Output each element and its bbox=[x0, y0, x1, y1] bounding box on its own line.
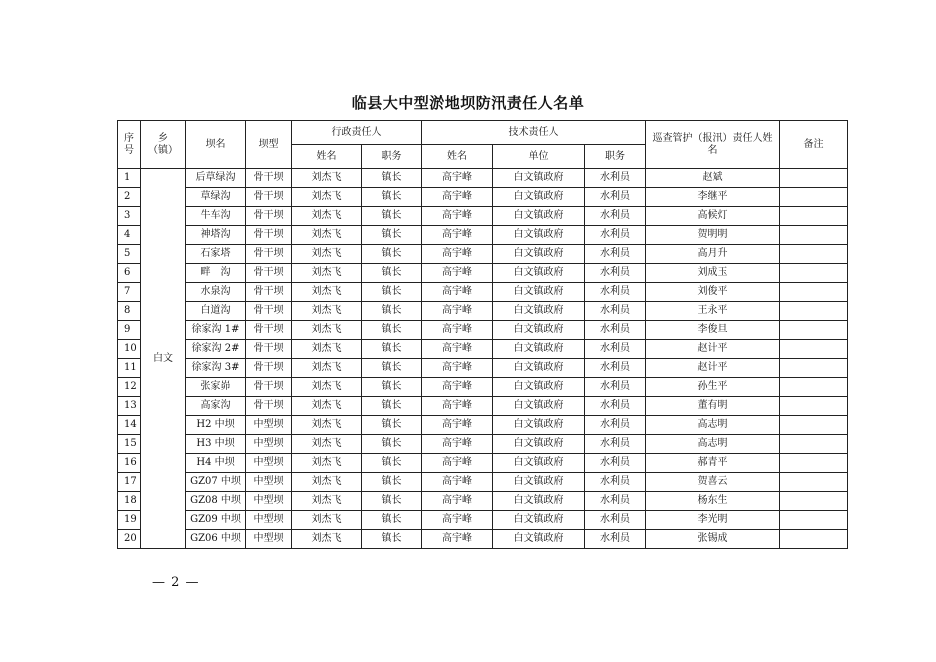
patrol-name-cell: 高志明 bbox=[646, 416, 780, 435]
dam-name-cell: H3 中坝 bbox=[186, 435, 246, 454]
patrol-name-cell: 贺喜云 bbox=[646, 473, 780, 492]
remark-cell bbox=[780, 492, 848, 511]
admin-post-cell: 镇长 bbox=[362, 378, 422, 397]
dam-name-cell: 水泉沟 bbox=[186, 283, 246, 302]
table-row bbox=[118, 188, 848, 207]
seq-cell: 13 bbox=[118, 397, 141, 416]
admin-name-cell: 刘杰飞 bbox=[292, 530, 362, 549]
seq-header: 序 号 bbox=[118, 121, 141, 169]
admin-name-cell: 刘杰飞 bbox=[292, 492, 362, 511]
dam-type-cell: 骨干坝 bbox=[246, 397, 292, 416]
admin-post-cell: 镇长 bbox=[362, 397, 422, 416]
tech-name-cell: 高宇峰 bbox=[422, 378, 493, 397]
dam-name-cell: 石家塔 bbox=[186, 245, 246, 264]
dam-name-cell: GZ06 中坝 bbox=[186, 530, 246, 549]
admin-group-header: 行政责任人 bbox=[292, 121, 422, 145]
tech-unit-cell: 白文镇政府 bbox=[493, 169, 585, 188]
admin-name-cell: 刘杰飞 bbox=[292, 188, 362, 207]
table-row bbox=[118, 435, 848, 454]
town-header: 乡 （镇） bbox=[141, 121, 186, 169]
remark-cell bbox=[780, 169, 848, 188]
tech-unit-header: 单位 bbox=[493, 145, 585, 169]
tech-unit-cell: 白文镇政府 bbox=[493, 264, 585, 283]
patrol-name-cell: 高候灯 bbox=[646, 207, 780, 226]
table-row bbox=[118, 416, 848, 435]
dam-type-cell: 骨干坝 bbox=[246, 188, 292, 207]
admin-name-cell: 刘杰飞 bbox=[292, 359, 362, 378]
remark-cell bbox=[780, 473, 848, 492]
remark-cell bbox=[780, 416, 848, 435]
tech-name-cell: 高宇峰 bbox=[422, 302, 493, 321]
tech-unit-cell: 白文镇政府 bbox=[493, 188, 585, 207]
admin-name-cell: 刘杰飞 bbox=[292, 321, 362, 340]
patrol-name-cell: 高志明 bbox=[646, 435, 780, 454]
seq-cell: 11 bbox=[118, 359, 141, 378]
remark-cell bbox=[780, 264, 848, 283]
admin-name-header: 姓名 bbox=[292, 145, 362, 169]
seq-cell: 10 bbox=[118, 340, 141, 359]
tech-unit-cell: 白文镇政府 bbox=[493, 302, 585, 321]
dam-type-cell: 骨干坝 bbox=[246, 264, 292, 283]
dam-name-cell: 高家沟 bbox=[186, 397, 246, 416]
tech-unit-cell: 白文镇政府 bbox=[493, 245, 585, 264]
tech-post-cell: 水利员 bbox=[585, 530, 646, 549]
tech-name-cell: 高宇峰 bbox=[422, 283, 493, 302]
tech-unit-cell: 白文镇政府 bbox=[493, 435, 585, 454]
dam-name-cell: 牛车沟 bbox=[186, 207, 246, 226]
page-number: — 2 — bbox=[152, 575, 200, 590]
admin-post-cell: 镇长 bbox=[362, 454, 422, 473]
tech-unit-cell: 白文镇政府 bbox=[493, 283, 585, 302]
admin-name-cell: 刘杰飞 bbox=[292, 302, 362, 321]
patrol-header: 巡查管护（报汛）责任人姓名 bbox=[646, 121, 780, 169]
admin-name-cell: 刘杰飞 bbox=[292, 511, 362, 530]
seq-cell: 5 bbox=[118, 245, 141, 264]
admin-post-cell: 镇长 bbox=[362, 530, 422, 549]
patrol-name-cell: 刘成玉 bbox=[646, 264, 780, 283]
tech-post-cell: 水利员 bbox=[585, 454, 646, 473]
patrol-name-cell: 高月升 bbox=[646, 245, 780, 264]
remark-cell bbox=[780, 321, 848, 340]
dam-type-cell: 骨干坝 bbox=[246, 207, 292, 226]
patrol-name-cell: 董有明 bbox=[646, 397, 780, 416]
seq-cell: 20 bbox=[118, 530, 141, 549]
dam-type-cell: 中型坝 bbox=[246, 492, 292, 511]
table-row bbox=[118, 378, 848, 397]
admin-post-cell: 镇长 bbox=[362, 188, 422, 207]
tech-post-cell: 水利员 bbox=[585, 264, 646, 283]
tech-post-cell: 水利员 bbox=[585, 321, 646, 340]
admin-post-cell: 镇长 bbox=[362, 321, 422, 340]
remark-cell bbox=[780, 245, 848, 264]
admin-post-cell: 镇长 bbox=[362, 511, 422, 530]
patrol-name-cell: 赵计平 bbox=[646, 359, 780, 378]
dam-name-cell: GZ07 中坝 bbox=[186, 473, 246, 492]
tech-post-cell: 水利员 bbox=[585, 302, 646, 321]
table-row bbox=[118, 321, 848, 340]
tech-name-header: 姓名 bbox=[422, 145, 493, 169]
tech-post-cell: 水利员 bbox=[585, 511, 646, 530]
tech-name-cell: 高宇峰 bbox=[422, 207, 493, 226]
seq-cell: 9 bbox=[118, 321, 141, 340]
tech-post-cell: 水利员 bbox=[585, 169, 646, 188]
seq-cell: 16 bbox=[118, 454, 141, 473]
tech-unit-cell: 白文镇政府 bbox=[493, 359, 585, 378]
dam-type-cell: 骨干坝 bbox=[246, 169, 292, 188]
admin-post-cell: 镇长 bbox=[362, 207, 422, 226]
dam-name-cell: 后草绿沟 bbox=[186, 169, 246, 188]
dam-type-cell: 中型坝 bbox=[246, 473, 292, 492]
tech-name-cell: 高宇峰 bbox=[422, 416, 493, 435]
admin-post-cell: 镇长 bbox=[362, 283, 422, 302]
dam-name-cell: 神塔沟 bbox=[186, 226, 246, 245]
patrol-name-cell: 李光明 bbox=[646, 511, 780, 530]
seq-cell: 3 bbox=[118, 207, 141, 226]
dam-type-cell: 骨干坝 bbox=[246, 245, 292, 264]
dam-type-cell: 骨干坝 bbox=[246, 378, 292, 397]
remark-cell bbox=[780, 207, 848, 226]
tech-unit-cell: 白文镇政府 bbox=[493, 378, 585, 397]
admin-post-cell: 镇长 bbox=[362, 473, 422, 492]
dam-type-cell: 中型坝 bbox=[246, 416, 292, 435]
admin-name-cell: 刘杰飞 bbox=[292, 207, 362, 226]
tech-post-cell: 水利员 bbox=[585, 397, 646, 416]
dam-type-cell: 骨干坝 bbox=[246, 359, 292, 378]
dam-name-cell: 张家峁 bbox=[186, 378, 246, 397]
remark-header: 备注 bbox=[780, 121, 848, 169]
admin-post-cell: 镇长 bbox=[362, 340, 422, 359]
dam-name-cell: 草绿沟 bbox=[186, 188, 246, 207]
tech-unit-cell: 白文镇政府 bbox=[493, 226, 585, 245]
admin-post-cell: 镇长 bbox=[362, 302, 422, 321]
dam-type-cell: 中型坝 bbox=[246, 435, 292, 454]
remark-cell bbox=[780, 454, 848, 473]
dam-name-cell: 白道沟 bbox=[186, 302, 246, 321]
tech-name-cell: 高宇峰 bbox=[422, 245, 493, 264]
remark-cell bbox=[780, 378, 848, 397]
tech-post-cell: 水利员 bbox=[585, 207, 646, 226]
admin-name-cell: 刘杰飞 bbox=[292, 454, 362, 473]
tech-post-cell: 水利员 bbox=[585, 378, 646, 397]
seq-cell: 19 bbox=[118, 511, 141, 530]
tech-unit-cell: 白文镇政府 bbox=[493, 207, 585, 226]
table-row bbox=[118, 511, 848, 530]
tech-unit-cell: 白文镇政府 bbox=[493, 340, 585, 359]
patrol-name-cell: 张锡成 bbox=[646, 530, 780, 549]
dam-name-cell: 畔 沟 bbox=[186, 264, 246, 283]
patrol-name-cell: 孙生平 bbox=[646, 378, 780, 397]
admin-post-cell: 镇长 bbox=[362, 264, 422, 283]
admin-name-cell: 刘杰飞 bbox=[292, 340, 362, 359]
header-row-1 bbox=[118, 121, 848, 145]
seq-cell: 6 bbox=[118, 264, 141, 283]
patrol-name-cell: 郝青平 bbox=[646, 454, 780, 473]
tech-unit-cell: 白文镇政府 bbox=[493, 397, 585, 416]
table-row bbox=[118, 283, 848, 302]
table-row bbox=[118, 207, 848, 226]
patrol-name-cell: 贺明明 bbox=[646, 226, 780, 245]
dam-name-cell: H4 中坝 bbox=[186, 454, 246, 473]
seq-cell: 18 bbox=[118, 492, 141, 511]
dam-type-cell: 骨干坝 bbox=[246, 302, 292, 321]
tech-name-cell: 高宇峰 bbox=[422, 473, 493, 492]
admin-name-cell: 刘杰飞 bbox=[292, 226, 362, 245]
table-row bbox=[118, 454, 848, 473]
dam-type-cell: 中型坝 bbox=[246, 511, 292, 530]
tech-post-cell: 水利员 bbox=[585, 283, 646, 302]
tech-unit-cell: 白文镇政府 bbox=[493, 473, 585, 492]
patrol-name-cell: 李继平 bbox=[646, 188, 780, 207]
table-row bbox=[118, 264, 848, 283]
remark-cell bbox=[780, 188, 848, 207]
admin-name-cell: 刘杰飞 bbox=[292, 416, 362, 435]
admin-post-header: 职务 bbox=[362, 145, 422, 169]
dam-name-cell: 徐家沟 1# bbox=[186, 321, 246, 340]
tech-unit-cell: 白文镇政府 bbox=[493, 530, 585, 549]
tech-post-cell: 水利员 bbox=[585, 188, 646, 207]
admin-name-cell: 刘杰飞 bbox=[292, 169, 362, 188]
seq-cell: 12 bbox=[118, 378, 141, 397]
dam-type-cell: 骨干坝 bbox=[246, 283, 292, 302]
dam-type-cell: 中型坝 bbox=[246, 530, 292, 549]
table-row bbox=[118, 492, 848, 511]
tech-post-cell: 水利员 bbox=[585, 340, 646, 359]
tech-unit-cell: 白文镇政府 bbox=[493, 416, 585, 435]
tech-unit-cell: 白文镇政府 bbox=[493, 492, 585, 511]
tech-post-cell: 水利员 bbox=[585, 359, 646, 378]
tech-post-cell: 水利员 bbox=[585, 492, 646, 511]
seq-cell: 15 bbox=[118, 435, 141, 454]
table-row bbox=[118, 245, 848, 264]
patrol-name-cell: 杨东生 bbox=[646, 492, 780, 511]
tech-post-cell: 水利员 bbox=[585, 416, 646, 435]
dam-name-cell: 徐家沟 2# bbox=[186, 340, 246, 359]
tech-unit-cell: 白文镇政府 bbox=[493, 454, 585, 473]
remark-cell bbox=[780, 511, 848, 530]
table-row bbox=[118, 530, 848, 549]
admin-name-cell: 刘杰飞 bbox=[292, 283, 362, 302]
seq-cell: 2 bbox=[118, 188, 141, 207]
tech-post-cell: 水利员 bbox=[585, 226, 646, 245]
admin-name-cell: 刘杰飞 bbox=[292, 378, 362, 397]
tech-name-cell: 高宇峰 bbox=[422, 359, 493, 378]
tech-post-cell: 水利员 bbox=[585, 473, 646, 492]
tech-name-cell: 高宇峰 bbox=[422, 492, 493, 511]
town-cell: 白文 bbox=[141, 169, 186, 549]
patrol-name-cell: 刘俊平 bbox=[646, 283, 780, 302]
admin-name-cell: 刘杰飞 bbox=[292, 473, 362, 492]
table-row bbox=[118, 226, 848, 245]
remark-cell bbox=[780, 397, 848, 416]
seq-cell: 14 bbox=[118, 416, 141, 435]
tech-post-header: 职务 bbox=[585, 145, 646, 169]
admin-name-cell: 刘杰飞 bbox=[292, 397, 362, 416]
admin-name-cell: 刘杰飞 bbox=[292, 264, 362, 283]
admin-post-cell: 镇长 bbox=[362, 226, 422, 245]
remark-cell bbox=[780, 283, 848, 302]
table-body bbox=[118, 169, 848, 549]
patrol-name-cell: 赵斌 bbox=[646, 169, 780, 188]
admin-post-cell: 镇长 bbox=[362, 492, 422, 511]
table-row bbox=[118, 397, 848, 416]
table-row bbox=[118, 340, 848, 359]
tech-name-cell: 高宇峰 bbox=[422, 511, 493, 530]
dam-type-header: 坝型 bbox=[246, 121, 292, 169]
document-title: 临县大中型淤地坝防汛责任人名单 bbox=[351, 94, 585, 112]
tech-name-cell: 高宇峰 bbox=[422, 188, 493, 207]
remark-cell bbox=[780, 302, 848, 321]
table-row bbox=[118, 302, 848, 321]
tech-name-cell: 高宇峰 bbox=[422, 226, 493, 245]
seq-cell: 4 bbox=[118, 226, 141, 245]
remark-cell bbox=[780, 359, 848, 378]
remark-cell bbox=[780, 340, 848, 359]
tech-name-cell: 高宇峰 bbox=[422, 454, 493, 473]
dam-name-cell: GZ08 中坝 bbox=[186, 492, 246, 511]
tech-post-cell: 水利员 bbox=[585, 435, 646, 454]
table-row bbox=[118, 359, 848, 378]
tech-name-cell: 高宇峰 bbox=[422, 321, 493, 340]
admin-post-cell: 镇长 bbox=[362, 169, 422, 188]
dam-name-cell: GZ09 中坝 bbox=[186, 511, 246, 530]
dam-name-cell: 徐家沟 3# bbox=[186, 359, 246, 378]
tech-unit-cell: 白文镇政府 bbox=[493, 511, 585, 530]
tech-name-cell: 高宇峰 bbox=[422, 435, 493, 454]
table-row bbox=[118, 473, 848, 492]
patrol-name-cell: 赵计平 bbox=[646, 340, 780, 359]
admin-post-cell: 镇长 bbox=[362, 245, 422, 264]
remark-cell bbox=[780, 435, 848, 454]
dam-type-cell: 骨干坝 bbox=[246, 226, 292, 245]
tech-group-header: 技术责任人 bbox=[422, 121, 646, 145]
tech-name-cell: 高宇峰 bbox=[422, 264, 493, 283]
seq-cell: 17 bbox=[118, 473, 141, 492]
dam-type-cell: 骨干坝 bbox=[246, 321, 292, 340]
tech-name-cell: 高宇峰 bbox=[422, 340, 493, 359]
table-row bbox=[118, 169, 848, 188]
admin-name-cell: 刘杰飞 bbox=[292, 435, 362, 454]
admin-name-cell: 刘杰飞 bbox=[292, 245, 362, 264]
admin-post-cell: 镇长 bbox=[362, 435, 422, 454]
dam-name-header: 坝名 bbox=[186, 121, 246, 169]
seq-cell: 1 bbox=[118, 169, 141, 188]
seq-cell: 7 bbox=[118, 283, 141, 302]
patrol-name-cell: 王永平 bbox=[646, 302, 780, 321]
responsibility-table bbox=[117, 120, 848, 549]
patrol-name-cell: 李俊旦 bbox=[646, 321, 780, 340]
remark-cell bbox=[780, 226, 848, 245]
seq-cell: 8 bbox=[118, 302, 141, 321]
tech-name-cell: 高宇峰 bbox=[422, 397, 493, 416]
tech-post-cell: 水利员 bbox=[585, 245, 646, 264]
tech-unit-cell: 白文镇政府 bbox=[493, 321, 585, 340]
tech-name-cell: 高宇峰 bbox=[422, 530, 493, 549]
admin-post-cell: 镇长 bbox=[362, 416, 422, 435]
remark-cell bbox=[780, 530, 848, 549]
dam-type-cell: 骨干坝 bbox=[246, 340, 292, 359]
tech-name-cell: 高宇峰 bbox=[422, 169, 493, 188]
dam-type-cell: 中型坝 bbox=[246, 454, 292, 473]
admin-post-cell: 镇长 bbox=[362, 359, 422, 378]
dam-name-cell: H2 中坝 bbox=[186, 416, 246, 435]
